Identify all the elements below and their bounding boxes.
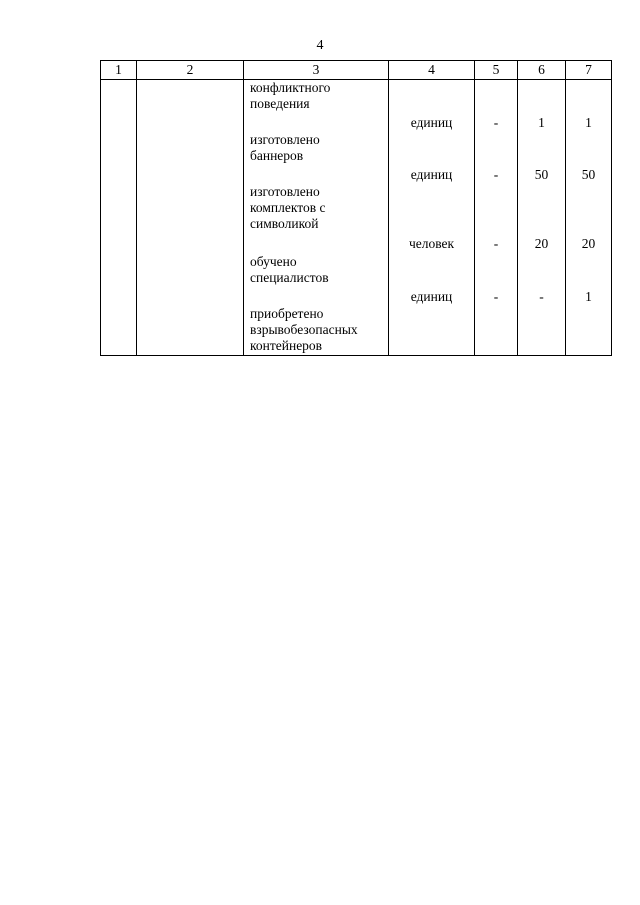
column-header-3: 3: [244, 61, 389, 80]
header-row: [101, 61, 612, 80]
column-header-5: 5: [475, 61, 518, 80]
page-number: 4: [316, 38, 324, 53]
indicator-line: изготовлено: [250, 184, 320, 199]
col7-value: 1: [585, 115, 592, 130]
indicator-cell: [244, 80, 389, 356]
col1-cell: [101, 80, 137, 356]
col6-cell: [518, 80, 566, 356]
unit-cell: [389, 80, 475, 356]
indicator-line: комплектов с: [250, 200, 326, 215]
indicator-line: приобретено: [250, 306, 324, 321]
col5-value: -: [493, 289, 499, 304]
col6-value: 50: [534, 167, 549, 182]
col7-value: 50: [581, 167, 596, 182]
column-header-7: 7: [566, 61, 612, 80]
col7-value: 20: [581, 236, 596, 251]
column-header-6: 6: [518, 61, 566, 80]
data-table: [100, 60, 612, 356]
indicator-line: контейнеров: [250, 338, 323, 353]
indicator-line: баннеров: [250, 148, 304, 163]
col5-value: -: [493, 167, 499, 182]
column-header-1: 1: [101, 61, 137, 80]
col6-value: 20: [534, 236, 549, 251]
table-row: [101, 80, 612, 356]
col2-cell: [137, 80, 244, 356]
column-header-2: 2: [137, 61, 244, 80]
column-header-4: 4: [389, 61, 475, 80]
unit-value: единиц: [410, 115, 453, 130]
col5-value: -: [493, 115, 499, 130]
col5-cell: [475, 80, 518, 356]
col7-value: 1: [585, 289, 592, 304]
col7-cell: [566, 80, 612, 356]
col6-value: -: [539, 289, 544, 304]
indicator-line: обучено: [250, 254, 297, 269]
indicator-line: взрывобезопасных: [250, 322, 358, 337]
indicator-line: поведения: [250, 96, 310, 111]
indicator-line: символикой: [250, 216, 319, 231]
indicator-line: специалистов: [250, 270, 329, 285]
unit-value: человек: [408, 236, 455, 251]
col6-value: 1: [538, 115, 545, 130]
indicator-line: изготовлено: [250, 132, 320, 147]
unit-value: единиц: [410, 167, 453, 182]
unit-value: единиц: [410, 289, 453, 304]
indicator-line: конфликтного: [250, 80, 331, 95]
col5-value: -: [493, 236, 499, 251]
